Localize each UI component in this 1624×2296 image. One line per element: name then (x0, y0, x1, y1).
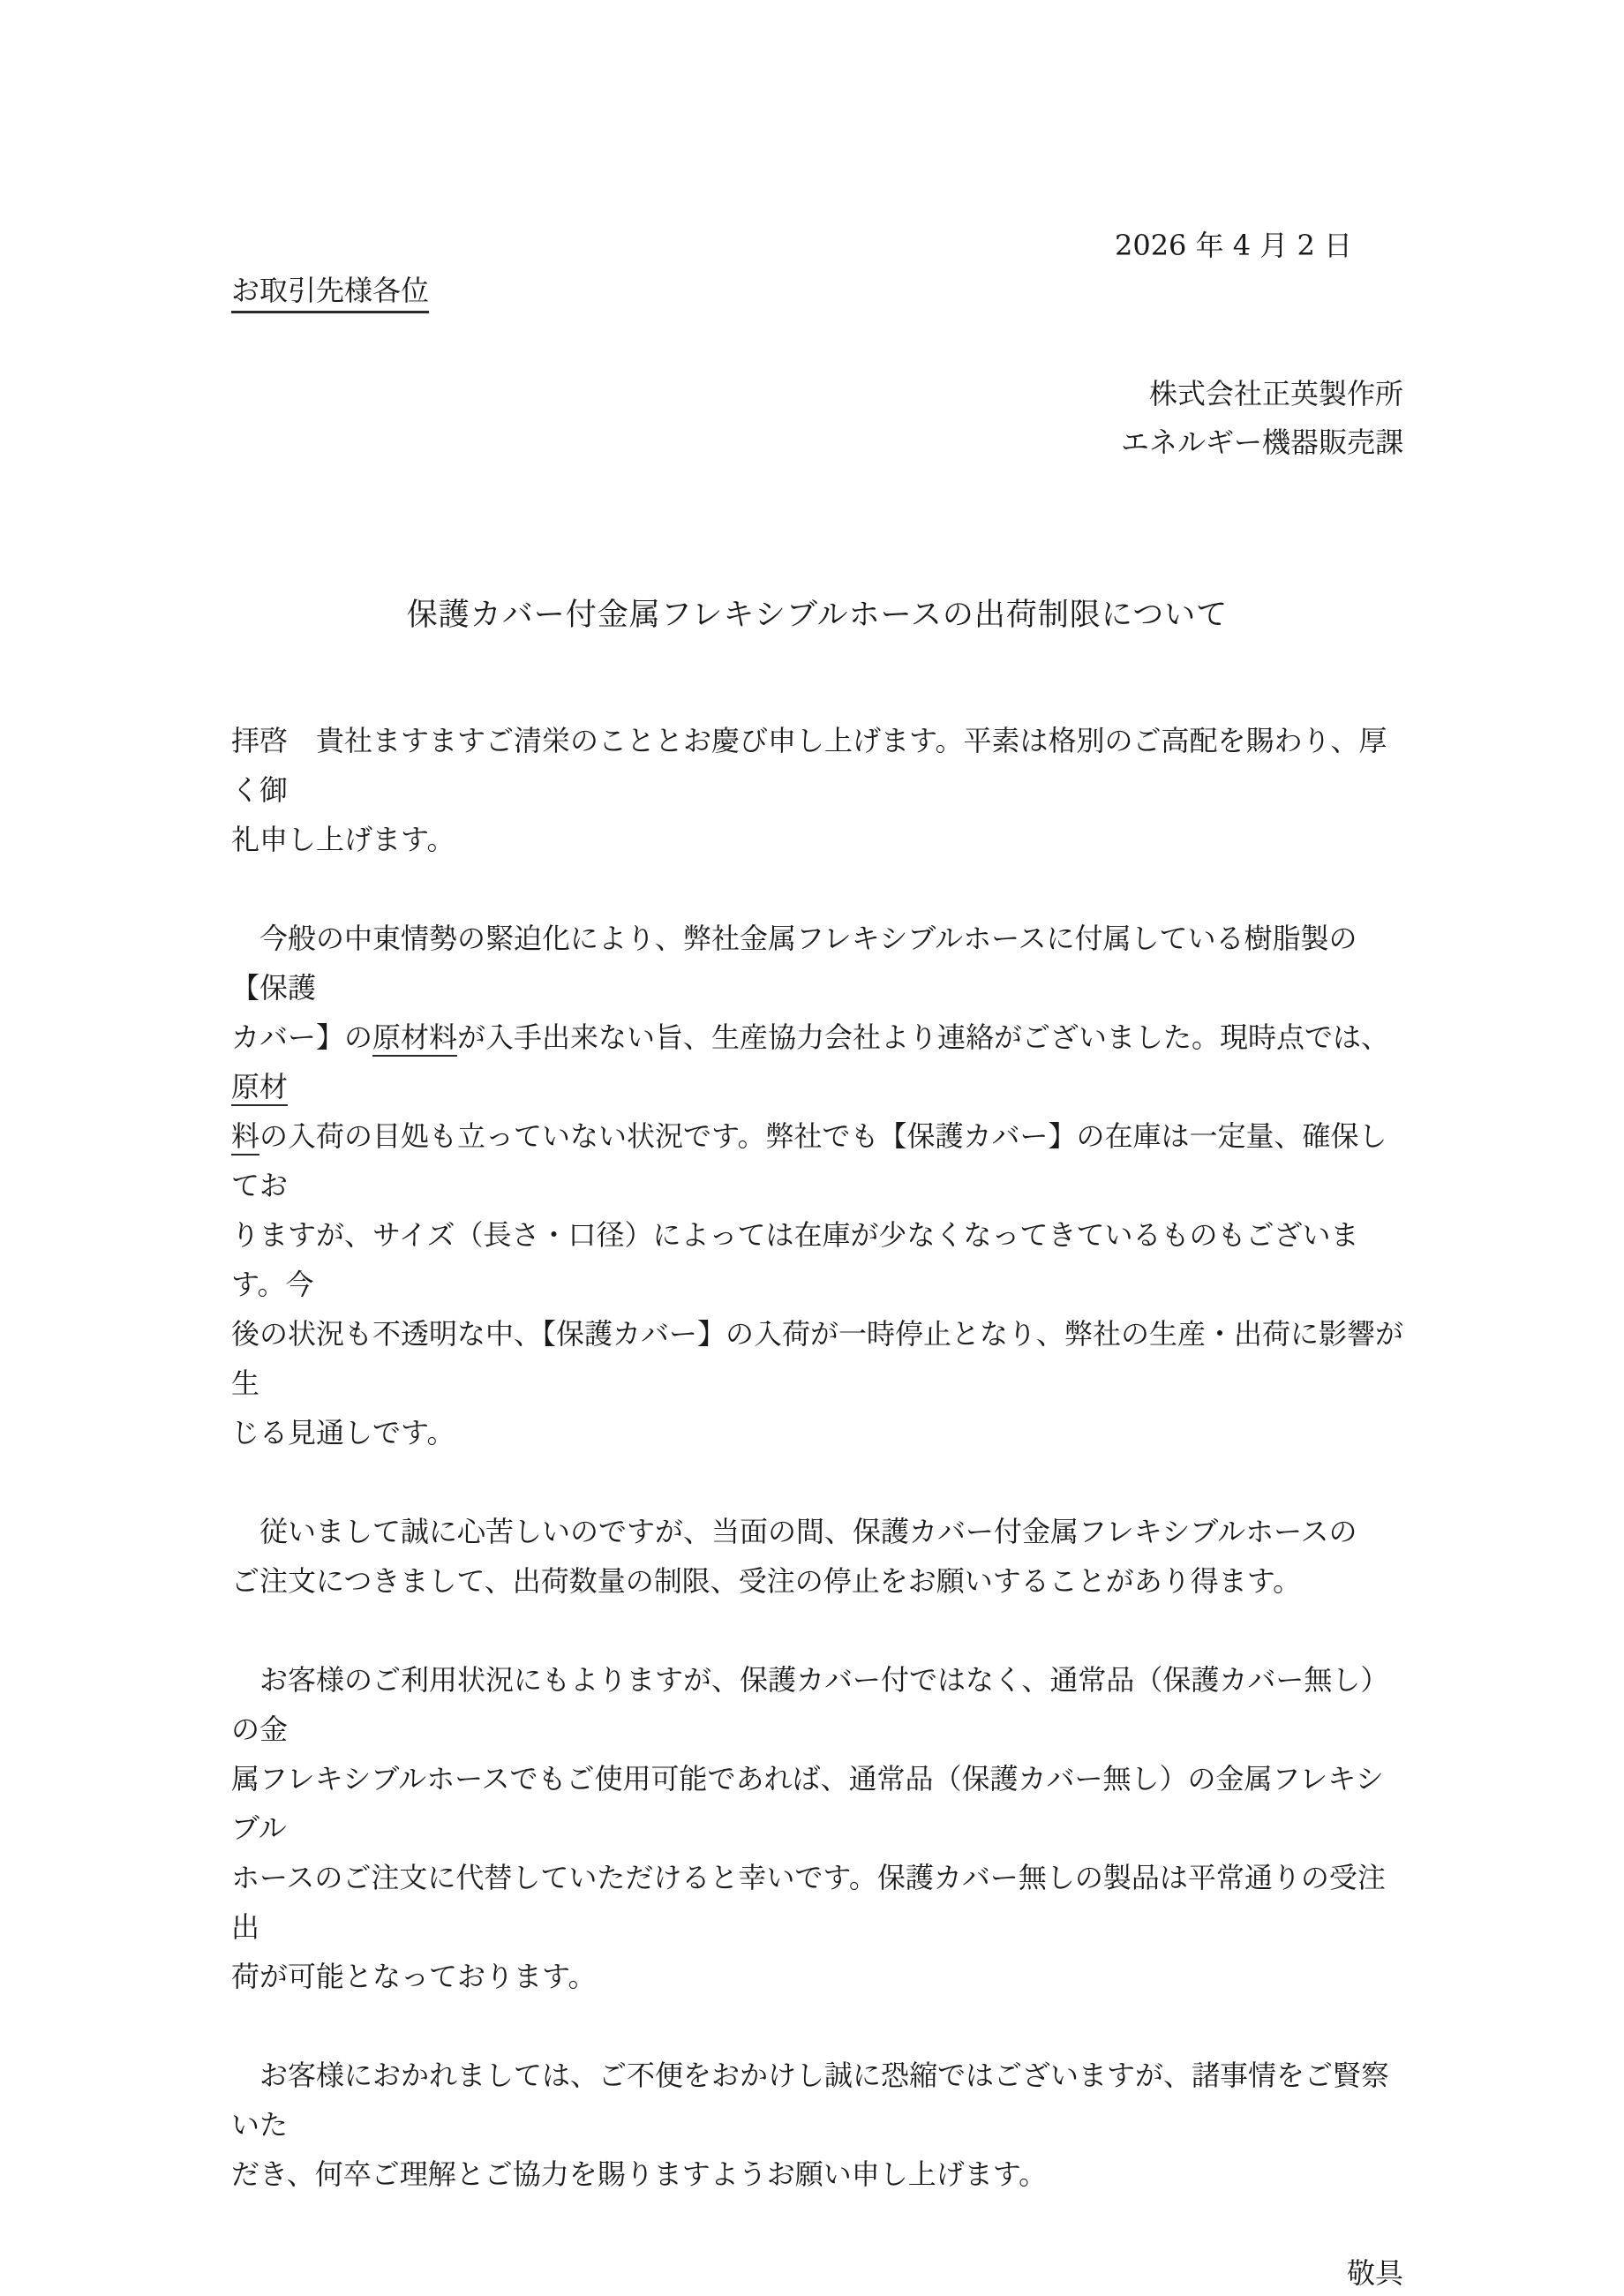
paragraph-line (231, 2149, 1403, 2199)
letter-title: 保護カバー付金属フレキシブルホースの出荷制限について (406, 598, 1229, 633)
paragraph-line (231, 815, 1403, 864)
paragraph-line (231, 1210, 1403, 1309)
paragraph-line (231, 2051, 1403, 2149)
underlined-text: 原材 (231, 1070, 288, 1106)
text-run: 従いまして誠に心苦しいのですが、当面の間、保護カバー付金属フレキシブルホースの (231, 1515, 1357, 1548)
text-run: りますが、サイズ（長さ・口径）によっては在庫が少なくなってきているものもございます。今 (231, 1218, 1359, 1301)
paragraphs (231, 716, 1403, 2199)
text-run: カバー】の (231, 1020, 373, 1054)
text-run: ご注文につきまして、出荷数量の制限、受注の停止をお願いすることがあり得ます。 (231, 1564, 1302, 1598)
recipient-name: お取引先様各位 (231, 274, 429, 313)
paragraph-line (231, 1408, 1403, 1457)
text-run: お客様のご利用状況にもよりますが、保護カバー付ではなく、通常品（保護カバー無し）の金 (231, 1663, 1389, 1746)
text-run: 属フレキシブルホースでもご使用可能であれば、通常品（保護カバー無し）の金属フレキシブル (231, 1762, 1384, 1845)
text-run: ホースのご注文に代替していただけると幸いです。保護カバー無しの製品は平常通りの受注出 (231, 1861, 1386, 1944)
text-run: 荷が可能となっております。 (231, 1960, 597, 1993)
paragraph-line (231, 1754, 1403, 1853)
letter-body (231, 716, 1403, 2296)
text-run: 拝啓 貴社ますますご清栄のこととお慶び申し上げます。平素は格別のご高配を賜わり、厚く御 (231, 724, 1387, 807)
closing-word: 敬具 (1346, 2256, 1403, 2290)
paragraph (231, 716, 1403, 864)
text-run: 後の状況も不透明な中、【保護カバー】の入荷が一時停止となり、弊社の生産・出荷に影響が生 (231, 1317, 1404, 1400)
recipient-line (231, 266, 429, 315)
paragraph-line (231, 1309, 1403, 1408)
paragraph-line (231, 716, 1403, 815)
paragraph-line (231, 1556, 1403, 1606)
sender-department: エネルギー機器販売課 (1120, 425, 1403, 459)
text-run: 今般の中東情勢の緊迫化により、弊社金属フレキシブルホースに付属している樹脂製の【保護 (231, 922, 1357, 1005)
underlined-text: 原材料 (372, 1020, 457, 1057)
paragraph-line (231, 1952, 1403, 2001)
paragraph (231, 914, 1403, 1457)
paragraph-line (231, 1853, 1403, 1952)
paragraph-line (231, 914, 1403, 1012)
paragraph (231, 1655, 1403, 2001)
paragraph-line (231, 1111, 1403, 1210)
text-run: が入手出来ない旨、生産協力会社より連絡がございました。現時点では、 (457, 1020, 1390, 1054)
sender-company: 株式会社正英製作所 (1148, 377, 1403, 410)
paragraph-line (231, 1655, 1403, 1754)
underlined-text: 料 (231, 1119, 259, 1156)
letter-date: 2026 年 4 月 2 日 (1114, 229, 1352, 262)
paragraph-line (231, 1012, 1403, 1111)
paragraph-line (231, 1507, 1403, 1556)
text-run: お客様におかれましては、ご不便をおかけし誠に恐縮ではございますが、諸事情をご賢察いた (231, 2059, 1390, 2142)
paragraph (231, 2051, 1403, 2199)
text-run: 礼申し上げます。 (231, 823, 455, 856)
paragraph (231, 1507, 1403, 1606)
text-run: じる見通しです。 (231, 1416, 455, 1449)
text-run: だき、何卒ご理解とご協力を賜りますようお願い申し上げます。 (231, 2157, 1048, 2191)
text-run: の入荷の目処も立っていない状況です。弊社でも【保護カバー】の在庫は一定量、確保してお (231, 1119, 1387, 1202)
